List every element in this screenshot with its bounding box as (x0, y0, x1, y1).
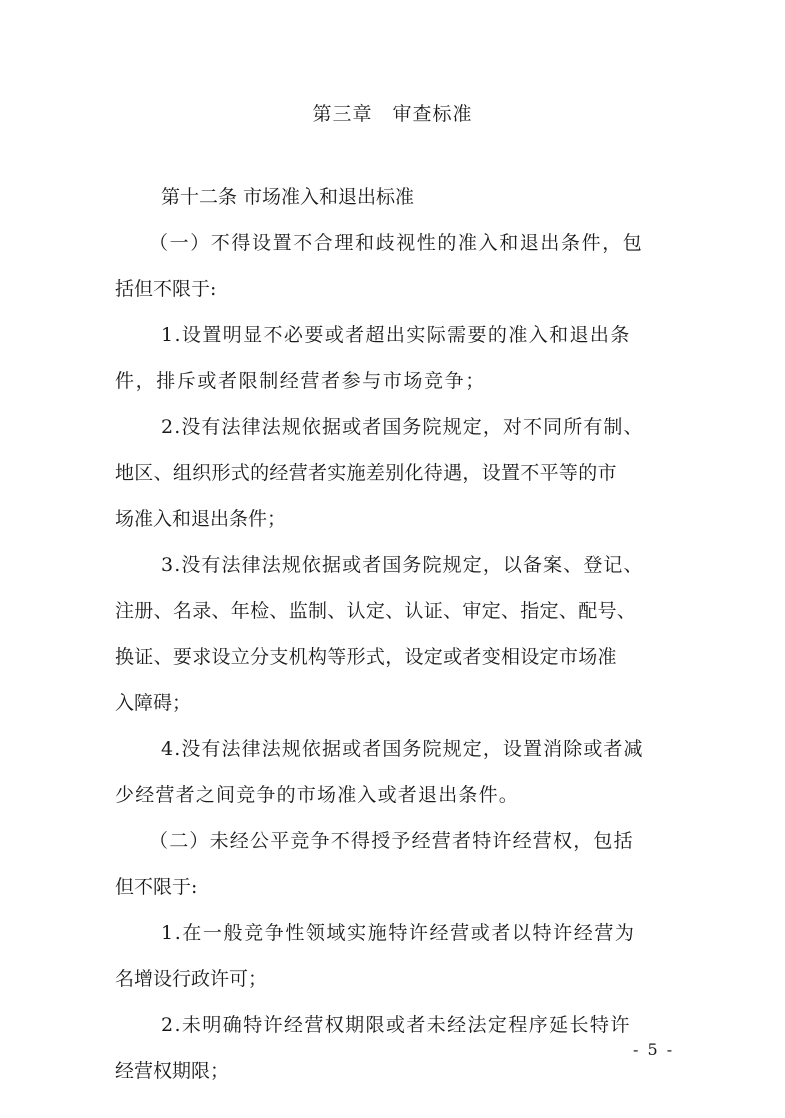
paragraph-line: 1.设置明显不必要或者超出实际需要的准入和退出条 (161, 324, 631, 346)
paragraph-line: 2.没有法律法规依据或者国务院规定，对不同所有制、 (161, 416, 644, 438)
paragraph-line: 3.没有法律法规依据或者国务院规定，以备案、登记、 (161, 554, 644, 576)
paragraph-line: 入障碍； (115, 692, 192, 714)
paragraph-line: 注册、名录、年检、监制、认定、认证、审定、指定、配号、 (115, 600, 637, 622)
paragraph-line: （二）未经公平竞争不得授予经营者特许经营权，包括 (149, 830, 634, 852)
paragraph-line: 括但不限于: (115, 278, 217, 300)
paragraph-line: 件，排斥或者限制经营者参与市场竞争； (115, 370, 486, 392)
chapter-title: 第三章 审查标准 (312, 103, 473, 125)
article-heading: 第十二条 市场准入和退出标准 (161, 186, 415, 208)
paragraph-line: 经营权期限； (115, 1060, 230, 1082)
paragraph-line: 2.未明确特许经营权期限或者未经法定程序延长特许 (161, 1014, 631, 1036)
paragraph-line: 地区、组织形式的经营者实施差别化待遇，设置不平等的市 (115, 462, 617, 484)
paragraph-line: 场准入和退出条件； (115, 508, 287, 530)
paragraph-line: 1.在一般竞争性领域实施特许经营或者以特许经营为 (161, 922, 636, 944)
paragraph-line: 名增设行政许可； (115, 968, 268, 990)
paragraph-line: 少经营者之间竞争的市场准入或者退出条件。 (115, 784, 520, 806)
paragraph-line: 4.没有法律法规依据或者国务院规定，设置消除或者减 (161, 738, 644, 760)
paragraph-line: 换证、要求设立分支机构等形式，设定或者变相设定市场准 (115, 646, 617, 668)
page-number: - 5 - (633, 1040, 675, 1059)
paragraph-line: 但不限于: (115, 876, 198, 898)
paragraph-line: （一）不得设置不合理和歧视性的准入和退出条件，包 (149, 232, 644, 254)
